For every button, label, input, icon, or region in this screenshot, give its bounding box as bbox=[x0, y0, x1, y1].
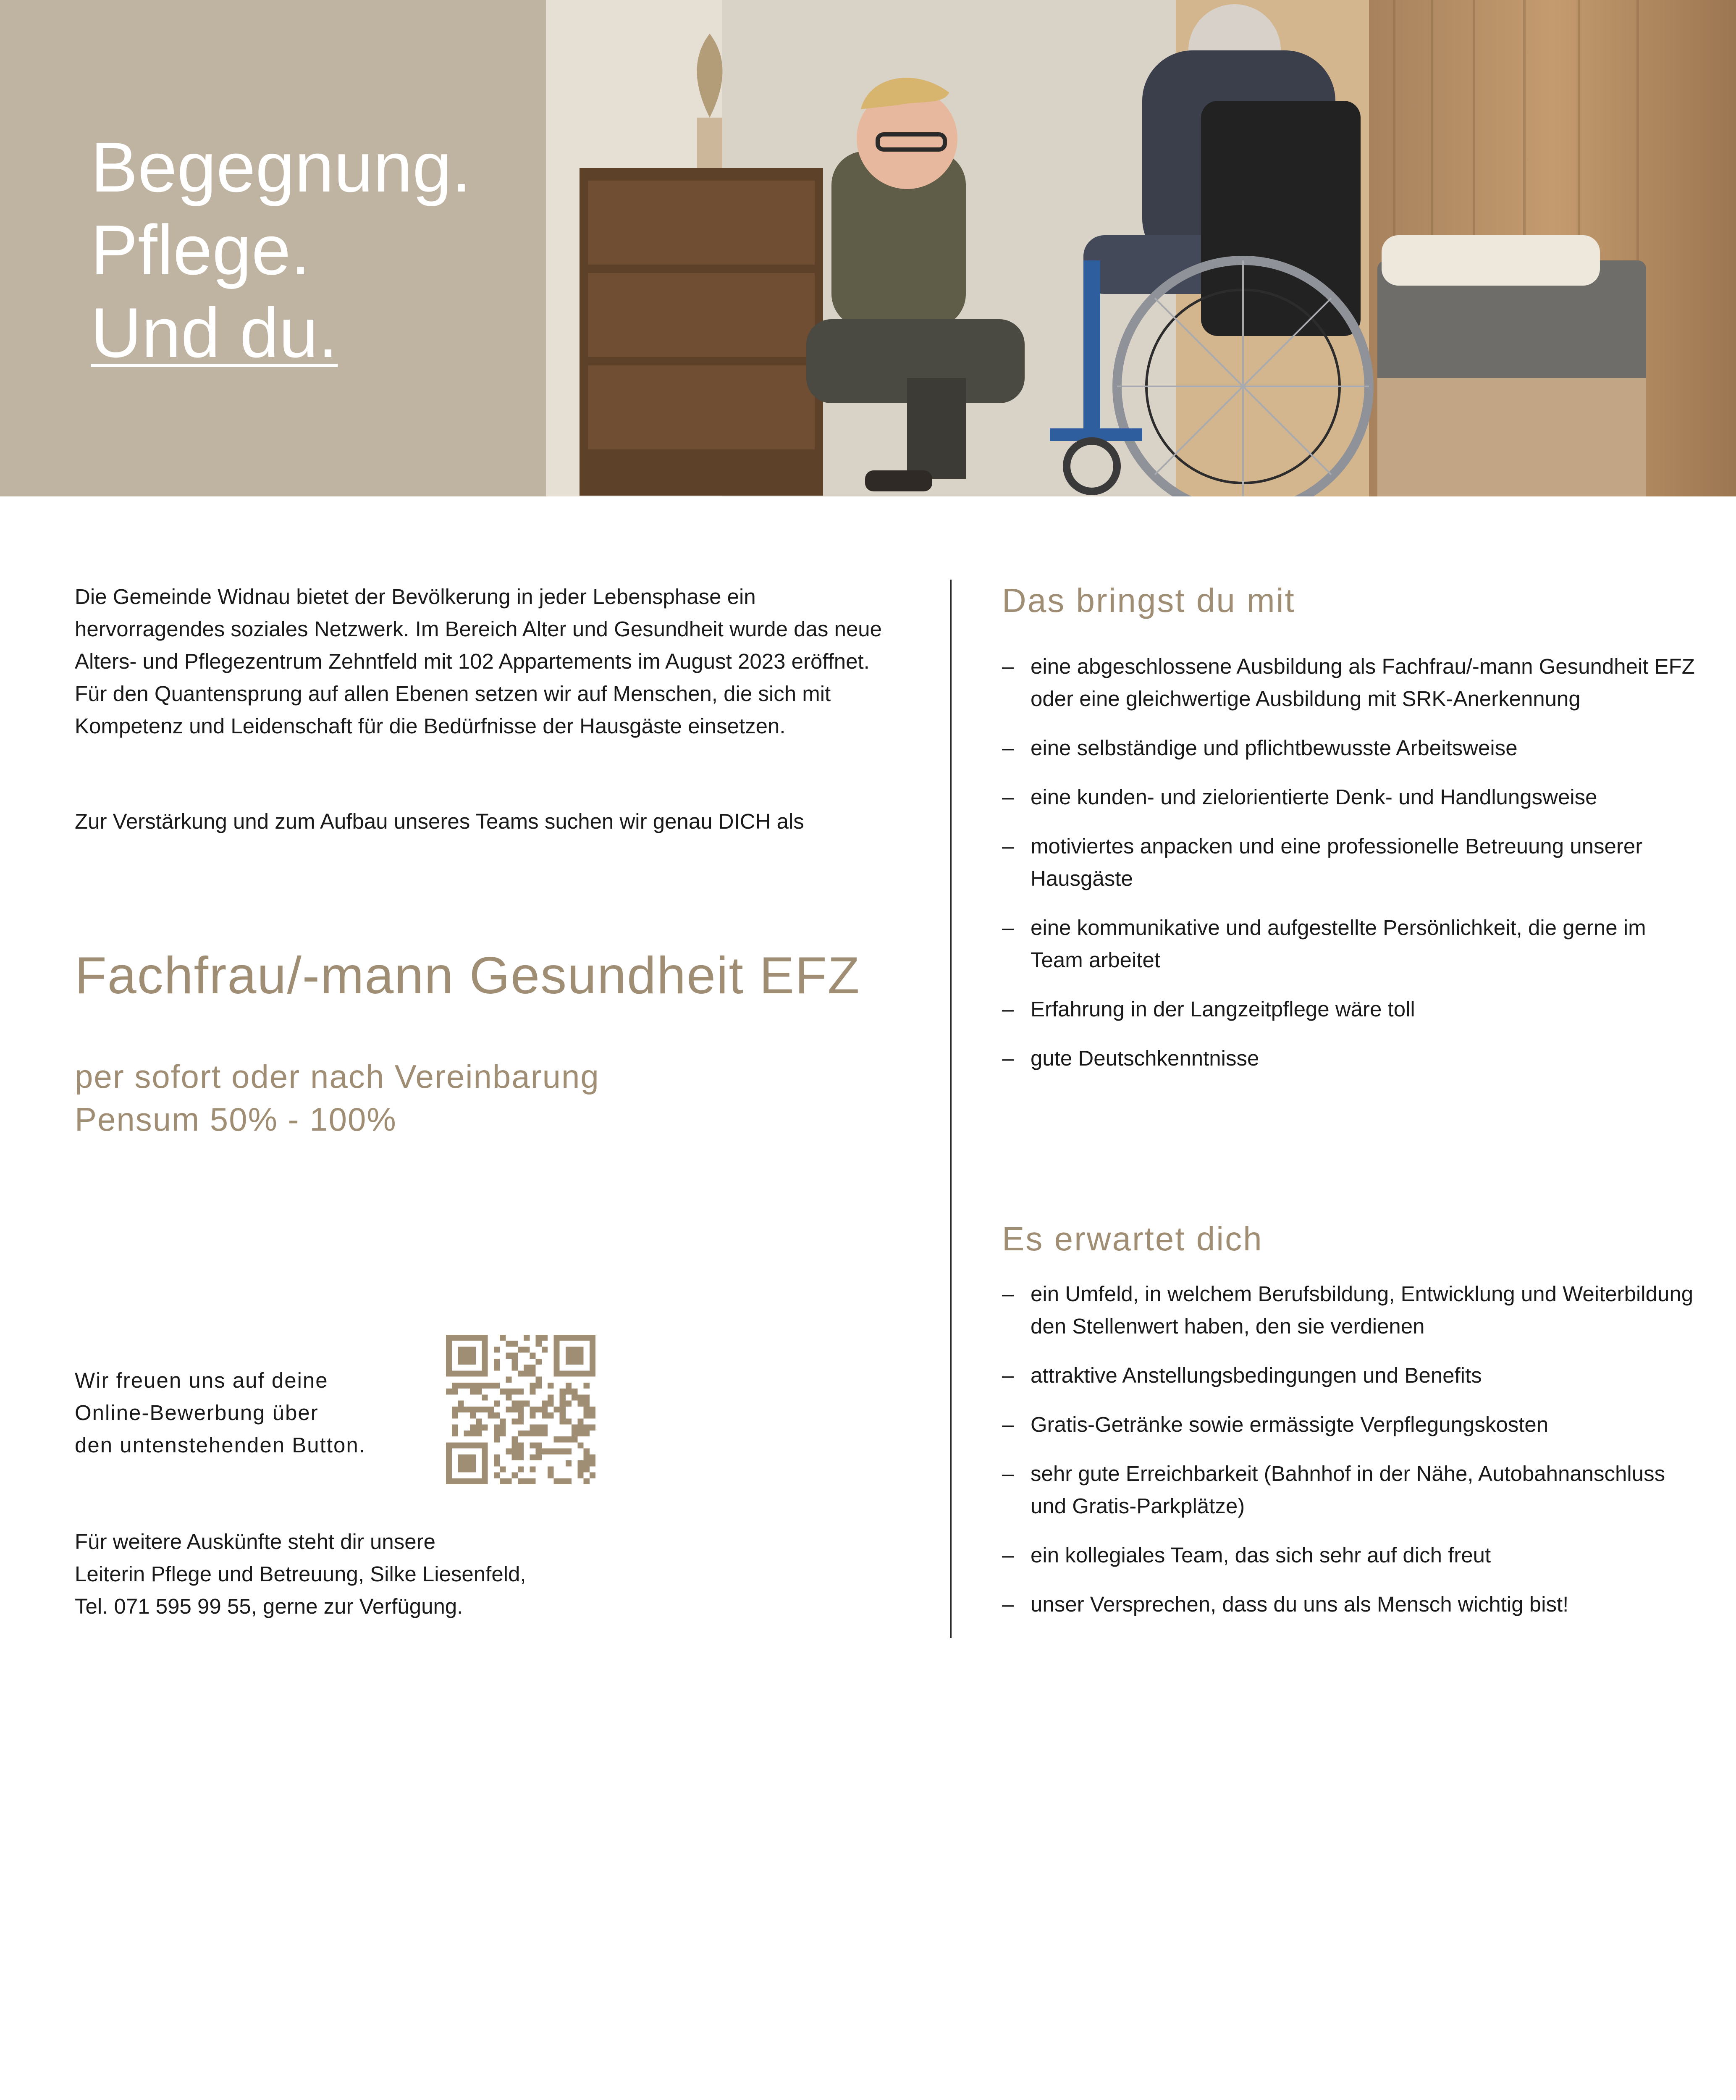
apply-line-2: Online-Bewerbung über bbox=[75, 1401, 319, 1425]
job-conditions bbox=[75, 1055, 600, 1141]
hero-line-3: Und du. bbox=[91, 293, 338, 372]
contact-line-3: Tel. 071 595 99 55, gerne zur Verfügung. bbox=[75, 1594, 463, 1618]
offer-list bbox=[1002, 1278, 1695, 1637]
hero-line-2: Pflege. bbox=[91, 210, 311, 289]
list-item: – attraktive Anstellungsbedingungen und Benefits bbox=[1002, 1363, 1482, 1387]
list-item: – gute Deutschkenntnisse bbox=[1002, 1046, 1259, 1070]
job-start: per sofort oder nach Vereinbarung bbox=[75, 1058, 600, 1095]
search-sentence: Zur Verstärkung und zum Aufbau unseres Teams suchen wir genau DICH als bbox=[75, 809, 804, 833]
list-item: – Erfahrung in der Langzeitpflege wäre toll bbox=[1002, 997, 1415, 1021]
hero-photo-illustration bbox=[546, 0, 1736, 496]
apply-line-1: Wir freuen uns auf deine bbox=[75, 1368, 328, 1392]
list-item: – eine selbständige und pflichtbewusste Arbeitsweise bbox=[1002, 736, 1518, 760]
requirements-title: Das bringst du mit bbox=[1002, 582, 1295, 619]
contact-line-1: Für weitere Auskünfte steht dir unsere bbox=[75, 1530, 435, 1554]
hero-line-1: Begegnung. bbox=[91, 128, 472, 207]
list-item: – ein kollegiales Team, das sich sehr auf dich freut bbox=[1002, 1543, 1491, 1567]
intro-paragraph: Die Gemeinde Widnau bietet der Bevölkerung in jeder Lebensphase ein hervorragendes soziales Netzwerk. Im Bereich Alter und Gesundheit wurde das neue Alters- und Pflegezentrum Zehntfeld mit 102 Appartements im August 2023 eröffnet. Für den Quantensprung auf allen Ebenen setzen wir auf Menschen, die sich mit Kompetenz und Leidenschaft für die Bedürfnisse der Hausgäste einsetzen. bbox=[75, 585, 882, 738]
job-pensum: Pensum 50% - 100% bbox=[75, 1101, 397, 1138]
list-item: – eine kunden- und zielorientierte Denk- und Handlungsweise bbox=[1002, 785, 1597, 809]
hero-title bbox=[91, 126, 471, 374]
offer-title: Es erwartet dich bbox=[1002, 1220, 1263, 1257]
list-item: – ein Umfeld, in welchem Berufsbildung, Entwicklung und Weiterbildung den Stellenwert haben, den sie verdienen bbox=[1002, 1282, 1694, 1338]
hero-photo bbox=[546, 0, 1736, 496]
list-item: – Gratis-Getränke sowie ermässigte Verpflegungskosten bbox=[1002, 1412, 1549, 1436]
list-item: – sehr gute Erreichbarkeit (Bahnhof in der Nähe, Autobahnanschluss und Gratis-Parkplätze) bbox=[1002, 1462, 1665, 1518]
list-item: – eine abgeschlossene Ausbildung als Fachfrau/-mann Gesundheit EFZ oder eine gleichwertige Ausbildung mit SRK-Anerkennung bbox=[1002, 654, 1695, 711]
apply-line-3: den untenstehenden Button. bbox=[75, 1433, 366, 1457]
hero-banner bbox=[0, 0, 1736, 496]
hero-text-panel bbox=[0, 0, 546, 496]
requirements-list bbox=[1002, 650, 1695, 1091]
contact-text bbox=[75, 1525, 526, 1622]
column-divider bbox=[950, 580, 952, 1638]
contact-line-2: Leiterin Pflege und Betreuung, Silke Liesenfeld, bbox=[75, 1562, 526, 1586]
list-item: – motiviertes anpacken und eine professionelle Betreuung unserer Hausgäste bbox=[1002, 834, 1643, 890]
job-title: Fachfrau/-mann Gesundheit EFZ bbox=[75, 947, 860, 1005]
list-item: – unser Versprechen, dass du uns als Mensch wichtig bist! bbox=[1002, 1592, 1569, 1616]
list-item: – eine kommunikative und aufgestellte Persönlichkeit, die gerne im Team arbeitet bbox=[1002, 916, 1646, 972]
qr-code-icon[interactable] bbox=[446, 1335, 595, 1484]
apply-text bbox=[75, 1364, 366, 1461]
